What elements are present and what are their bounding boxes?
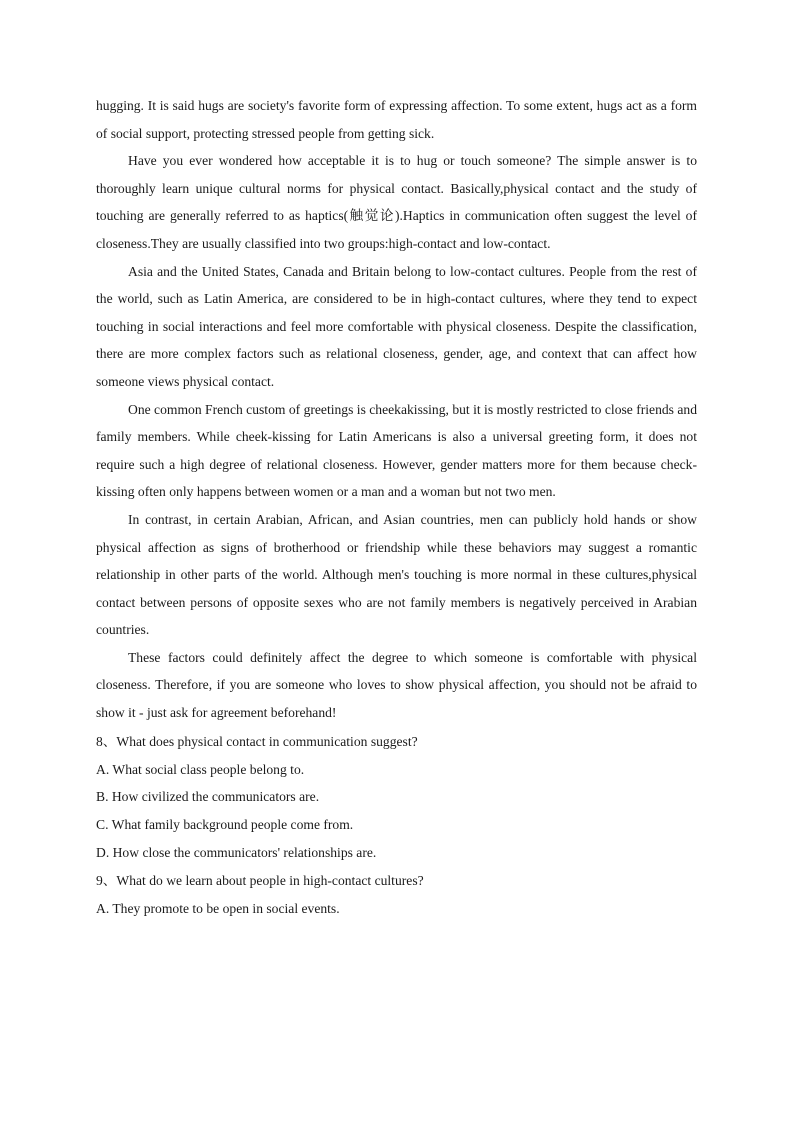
question-8-option-b: B. How civilized the communicators are. [96,789,320,805]
question-8-option-c: C. What family background people come from. [96,817,354,833]
document-page [96,92,697,923]
question-9 [96,866,697,923]
question-8 [96,727,697,867]
question-9-stem: 9、What do we learn about people in high-contact cultures? [96,873,424,889]
passage [96,92,697,727]
question-9-option-a: A. They promote to be open in social events. [96,901,340,917]
passage-paragraph-6: These factors could definitely affect the degree to which someone is comfortable with physical closeness. Therefore, if you are someone who loves to show physical affection, you should not be afraid to show it - just ask for agreement beforehand! [96,649,697,721]
passage-paragraph-4: One common French custom of greetings is cheekakissing, but it is mostly restricted to close friends and family members. While cheek-kissing for Latin Americans is also a universal greeting form, it does not require such a high degree of relational closeness. However, gender matters more for them because check-kissing often only happens between women or a man and a woman but not two men. [96,401,697,500]
passage-paragraph-1: hugging. It is said hugs are society's favorite form of expressing affection. To some extent, hugs act as a form of social support, protecting stressed people from getting sick. [96,98,697,141]
passage-paragraph-3: Asia and the United States, Canada and Britain belong to low-contact cultures. People from the rest of the world, such as Latin America, are considered to be in high-contact cultures, where they tend to expect touching in social interactions and feel more comfortable with physical closeness. Despite the classification, there are more complex factors such as relational closeness, gender, age, and context that can affect how someone views physical contact. [96,263,697,389]
passage-paragraph-2: Have you ever wondered how acceptable it is to hug or touch someone? The simple answer is to thoroughly learn unique cultural norms for physical contact. Basically,physical contact and the study of touching are generally referred to as haptics(触觉论).Haptics in communication often suggest the level of closeness.They are usually classified into two groups:high-contact and low-contact. [96,153,697,251]
question-8-option-a: A. What social class people belong to. [96,761,305,777]
question-8-option-d: D. How close the communicators' relationships are. [96,844,377,860]
question-8-stem: 8、What does physical contact in communication suggest? [96,733,418,749]
passage-paragraph-5: In contrast, in certain Arabian, African, and Asian countries, men can publicly hold hands or show physical affection as signs of brotherhood or friendship while these behaviors may suggest a romantic relationship in other parts of the world. Although men's touching is more normal in these cultures,physical contact between persons of opposite sexes who are not family members is negatively perceived in Arabian countries. [96,511,697,638]
